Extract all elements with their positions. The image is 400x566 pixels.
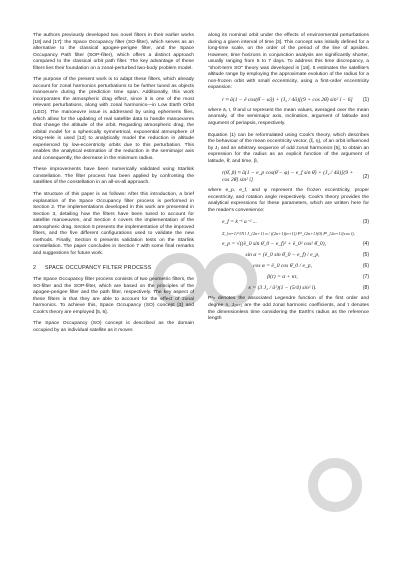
equation-6-expression: cos α = ē_0 cos θ̄_0 / e_p, [253, 263, 312, 270]
equation-4-expression: e_p = √((ē_0 sin θ̄_0 − e_f)² + ē_0² cos² θ̄_0), [222, 241, 326, 248]
equation-6-number: (6) [362, 263, 369, 270]
paragraph-filter-process: The Space Occupancy filter process consists of two geometric filters, the SO-filter and the SOP-filter, which are based on the principles of the apogee-perigee filter and the path filter, respectively. The key aspect of these filters is that they are able to account for the effect of zonal harmonics. To achieve this, Space Occupancy (SO) concept [3] and Cook's theory are employed [5, 6]. [33, 277, 194, 315]
watermark-logo-secondary [300, 455, 370, 515]
section-heading [33, 265, 194, 272]
equation-6 [208, 263, 369, 270]
equation-5 [208, 252, 369, 259]
paragraph-legendre: P¹ₙ denotes the associated Legendre function of the first order and degree n, J₂ₙ₊₁ are the odd zonal harmonic coefficients, and τ denotes the dimensionless time considering the Earth's radius as the reference length [208, 296, 369, 322]
equation-2-number: (2) [362, 173, 369, 180]
equation-3-sum [208, 230, 369, 237]
equation-3-sum-expression: Σ_{n=1}^{N} J_{2n+1} n / ((2n+1)(n+1)) P¹_{2n+1}(0) P¹_{2n+1}(cos ī), [222, 231, 355, 237]
equation-7-expression: β(τ) = α + κτ, [267, 274, 298, 281]
equation-3 [208, 219, 369, 226]
equation-7 [208, 274, 369, 281]
equation-2-expression: r(θ̄, β) ≈ ā(1 − e_p cos(θ̄ − φ) − e_f sin θ̄) + (J₂ / 4ā)[(9 + cos 2θ̄) sin² ī] [222, 170, 354, 184]
equation-1-number: (1) [362, 96, 369, 103]
paragraph-mean-values: where ā, ī, θ̄ and ω̄ represent the mean values, averaged over the mean anomaly, of the semimajor axis, inclination, argument of latitude and argument of periapsis, respectively. [208, 107, 369, 127]
equation-8-number: (8) [362, 285, 369, 292]
equation-4-number: (4) [362, 241, 369, 248]
right-column [208, 33, 369, 328]
equation-2 [208, 170, 369, 184]
equation-3-expression: e_f = k⁻¹ a⁻² ... [222, 219, 257, 226]
paragraph-so-definition: along its nominal orbit under the effects of environmental perturbations during a given interval of time [3]. This concept was initially defined for a long-time scale, on the order of the period of the line of apsides. However, time horizons in conjunction analysis are significantly shorter, usually ranging from 5 to 7 days. To address this time discrepancy, a "short-term SO" theory was developed in [18]. It estimates the satellite's altitude range by employing the approximate evolution of the radius for a non-frozen orbit with small eccentricity, using a first-order eccentricity expansion: [208, 33, 369, 91]
equation-5-expression: sin α = (ē_0 sin θ̄_0 − e_f) / e_p, [245, 252, 320, 259]
equation-7-number: (7) [362, 274, 369, 281]
paragraph-structure: The structure of this paper is as follows: After this introduction, a brief explanation of the Space Occupancy filter process is performed in Section 2. The implementations developed in this work are presented in Section 3, detailing how the filters have been tuned to account for satellite manoeuvres, and Section 4 covers the implementation of the atmospheric drag. Section 5 presents the implementation of the improved filters, and the five different configurations used to validate the new methods. Finally, Section 6 presents validation tests on the Starlink constellation. The paper concludes in Section 7 with some final remarks and suggestions for future work. [33, 192, 194, 256]
paragraph-cook-theory: Equation (1) can be reformulated using Cook's theory, which describes the behaviour of the mean eccentricity vector, (ξ, η), of an orbit influenced by J₂ and an arbitrary sequence of odd zonal harmonics [5], to obtain an expression for the radius as an explicit function of the argument of latitude, θ̄, and time, β, [208, 132, 369, 164]
equation-5-number: (5) [362, 252, 369, 259]
section-title: SPACE OCCUPANCY FILTER PROCESS [44, 264, 152, 271]
equation-1 [208, 97, 369, 104]
paragraph-authors-previous-work: The authors previously developed two novel filters in their earlier works [18] and [17]: the Space Occupancy filter (SO-filter), which serves as an alternative to the classical apogee-perigee filter, and the Space Occupancy Path filter (SOP-filter), which offers a distinct approach compared to the classical orbit path filter. The key advantage of these filters lies their foundation on a zonal-perturbed two-body problem model. [33, 33, 194, 71]
equation-4 [208, 241, 369, 248]
paragraph-purpose: The purpose of the present work is to adapt these filters, which already account for zonal harmonics perturbations to be further tuned as objects manoeuvre during the prediction time span. Additionally, this work incorporates the atmospheric drag effect, since it is one of the most relevant perturbations, along with zonal harmonics—in Low Earth Orbit (LEO). The manoeuvre issue is addressed by using ephemeris files, which allow for the updating of real satellite data to handle manoeuvres that change the altitude of the orbit. Regarding atmospheric drag, the orbital model for a spherically symmetrical, exponential atmosphere of King-Hele is used [12] to analytically model the reduction in altitude experienced by low-eccentricity orbits due to this perturbation. This enables the analytical estimation of the reduction in the semimajor axis and consequently, the decrease in the minimum radius. [33, 77, 194, 161]
paragraph-eccentricities: where e_p, e_f, and φ represent the frozen eccentricity, proper eccentricity, and rotation angle respectively. Cook's theory provides the analytical expressions for these parameters, which are written here for the reader's convenience: [208, 188, 369, 213]
equation-3-number: (3) [362, 219, 369, 226]
paragraph-so-concept: The Space Occupancy (SO) concept is described as the domain occupied by an individual satellite as it moves [33, 321, 194, 333]
equation-8-expression: κ = (3 J₂ / ā²)(1 − (5/4) sin² ī). [248, 285, 317, 292]
equation-8 [208, 285, 369, 292]
left-column [33, 33, 194, 339]
equation-1-expression: r ≈ ā(1 − ē cos(θ̄ − ω̄)) + (J₂ / 4ā)[(9 + cos 2θ̄) sin² ī − 6] [222, 96, 353, 103]
section-number: 2 [33, 264, 37, 271]
paragraph-validation: These improvements have been numerically validated using Starlink constellation. The filter process has been applied by confronting the satellites of the constellation in an all-vs-all approach. [33, 167, 194, 186]
